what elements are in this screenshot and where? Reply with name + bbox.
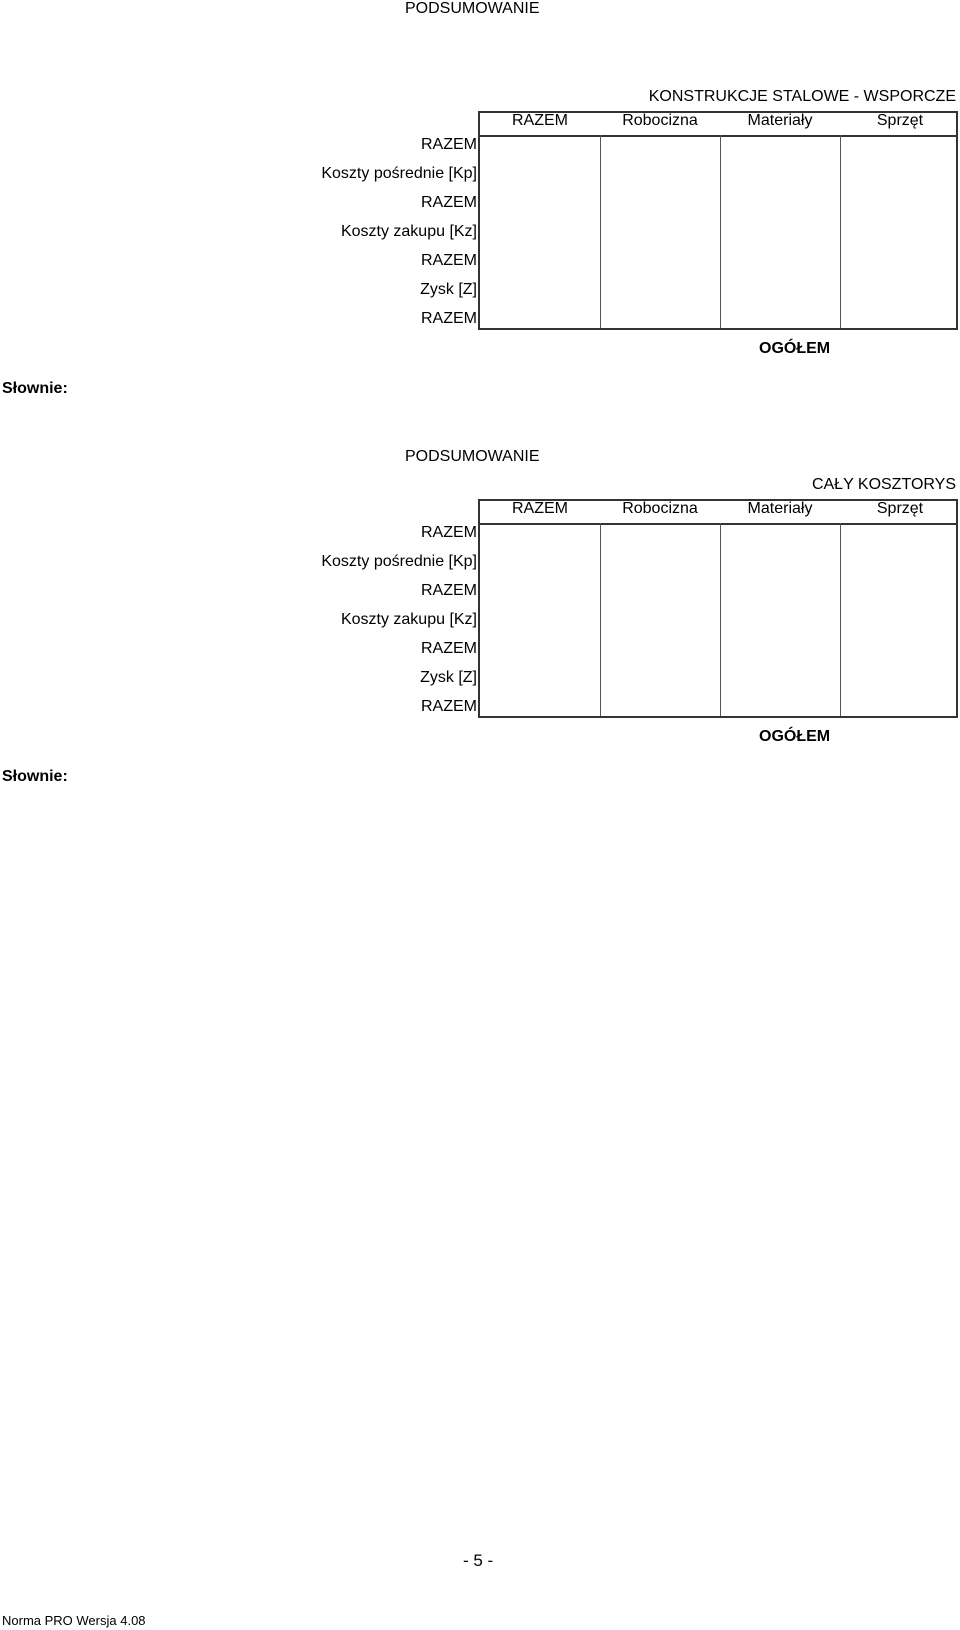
row-label: RAZEM — [421, 310, 477, 327]
row-label: RAZEM — [421, 582, 477, 599]
row-label: Koszty pośrednie [Kp] — [321, 165, 477, 182]
summary-table — [478, 111, 958, 330]
total-label: OGÓŁEM — [759, 728, 831, 745]
section-title: PODSUMOWANIE — [405, 448, 540, 465]
row-label: RAZEM — [421, 524, 477, 541]
row-label: Koszty zakupu [Kz] — [340, 223, 477, 240]
section-subtitle: CAŁY KOSZTORYS — [811, 476, 956, 493]
column-header-sprzet: Sprzęt — [876, 112, 924, 129]
section-title: PODSUMOWANIE — [405, 0, 540, 17]
column-header-materialy: Materiały — [747, 112, 813, 129]
row-label: RAZEM — [421, 252, 477, 269]
row-label: Koszty pośrednie [Kp] — [321, 553, 477, 570]
column-header-sprzet: Sprzęt — [876, 500, 924, 517]
total-label: OGÓŁEM — [759, 340, 831, 357]
row-label: Zysk [Z] — [420, 669, 477, 686]
amount-in-words-label: Słownie: — [2, 768, 68, 785]
column-header-razem: RAZEM — [512, 112, 568, 129]
row-label: Zysk [Z] — [420, 281, 477, 298]
row-label: RAZEM — [421, 640, 477, 657]
section-subtitle: KONSTRUKCJE STALOWE - WSPORCZE — [648, 88, 956, 105]
column-header-razem: RAZEM — [512, 500, 568, 517]
summary-section — [0, 0, 960, 397]
row-label: RAZEM — [421, 698, 477, 715]
row-label: Koszty zakupu [Kz] — [340, 611, 477, 628]
summary-section — [0, 388, 960, 785]
footer-version: Norma PRO Wersja 4.08 — [2, 1613, 146, 1628]
row-label: RAZEM — [421, 136, 477, 153]
page-number: - 5 - — [463, 1551, 494, 1570]
column-header-robocizna: Robocizna — [622, 500, 698, 517]
column-header-robocizna: Robocizna — [622, 112, 698, 129]
column-header-materialy: Materiały — [747, 500, 813, 517]
summary-table — [478, 499, 958, 718]
row-label: RAZEM — [421, 194, 477, 211]
amount-in-words-label: Słownie: — [2, 380, 68, 397]
